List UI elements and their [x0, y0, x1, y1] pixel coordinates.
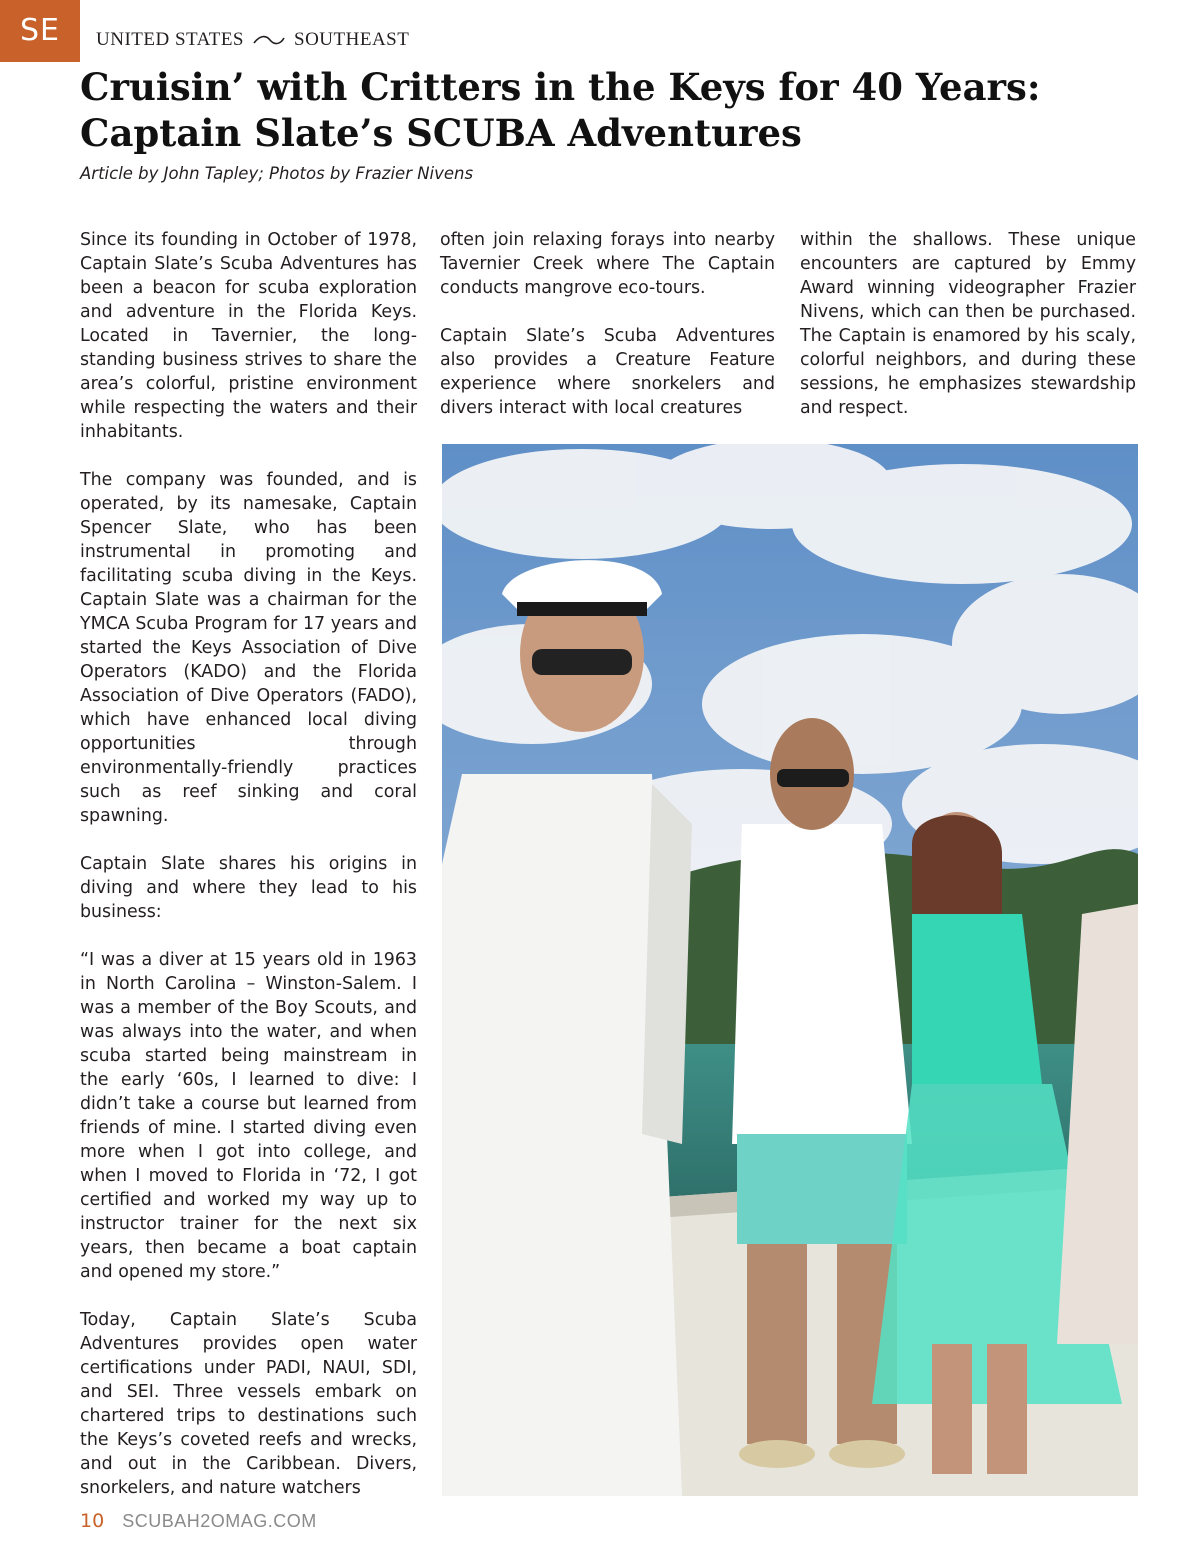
- website-link[interactable]: SCUBAH2OMAG.COM: [122, 1510, 317, 1531]
- paragraph: The company was founded, and is operated, by its namesake, Captain Spencer Slate, who has been instrumental in promoting and facilitating scuba diving in the Keys. Captain Slate was a chairman for the YMCA Scuba Program for 17 years and started the Keys Association of Dive Operators (KADO) and the Florida Association of Dive Operators (FADO), which have enhanced local diving opportunities through environmentally-friendly practices such as reef sinking and coral spawning.: [80, 470, 417, 826]
- region-label: SOUTHEAST: [294, 29, 410, 50]
- page-footer: [80, 1508, 317, 1534]
- article-photo: [442, 444, 1138, 1496]
- byline: Article by John Tapley; Photos by Frazier Nivens: [80, 164, 474, 183]
- title-line-2: Captain Slate’s SCUBA Adventures: [80, 111, 802, 155]
- tilde-icon: [252, 33, 286, 47]
- title-line-1: Cruisin’ with Critters in the Keys for 40 Years:: [80, 65, 1041, 109]
- region-breadcrumb: [96, 28, 409, 52]
- page-number: 10: [80, 1510, 105, 1532]
- country-label: UNITED STATES: [96, 29, 244, 50]
- quote-paragraph: “I was a diver at 15 years old in 1963 in North Carolina – Winston-Salem. I was a member of the Boy Scouts, and was always into the water, and when scuba started being mainstream in the early ‘60s, I learned to dive: I didn’t take a course but learned from friends of mine. I started diving even more when I got into college, and when I moved to Florida in ‘72, I got certified and worked my way up to instructor trainer for the next six years, then became a boat captain and opened my store.”: [80, 950, 417, 1282]
- article-title: [80, 64, 1160, 156]
- section-tab: SE: [0, 0, 80, 62]
- paragraph: within the shallows. These unique encounters are captured by Emmy Award winning videographer Frazier Nivens, which can then be purchased. The Captain is enamored by his scaly, colorful neighbors, and during these sessions, he emphasizes stewardship and respect.: [800, 230, 1136, 418]
- paragraph: Captain Slate’s Scuba Adventures also provides a Creature Feature experience where snorkelers and divers interact with local creatures: [440, 326, 775, 418]
- paragraph: often join relaxing forays into nearby Tavernier Creek where The Captain conducts mangrove eco-tours.: [440, 230, 775, 298]
- column-1: [80, 228, 417, 1500]
- column-2: [440, 228, 775, 420]
- photo-illustration: [442, 444, 1138, 1496]
- column-3: [800, 228, 1136, 420]
- paragraph: Captain Slate shares his origins in diving and where they lead to his business:: [80, 854, 417, 922]
- paragraph: Today, Captain Slate’s Scuba Adventures provides open water certifications under PADI, NAUI, SDI, and SEI. Three vessels embark on chartered trips to destinations such the Keys’s coveted reefs and wrecks, and out in the Caribbean. Divers, snorkelers, and nature watchers: [80, 1310, 417, 1498]
- paragraph: Since its founding in October of 1978, Captain Slate’s Scuba Adventures has been a beacon for scuba exploration and adventure in the Florida Keys. Located in Tavernier, the long-standing business strives to share the area’s colorful, pristine environment while respecting the waters and their inhabitants.: [80, 230, 417, 442]
